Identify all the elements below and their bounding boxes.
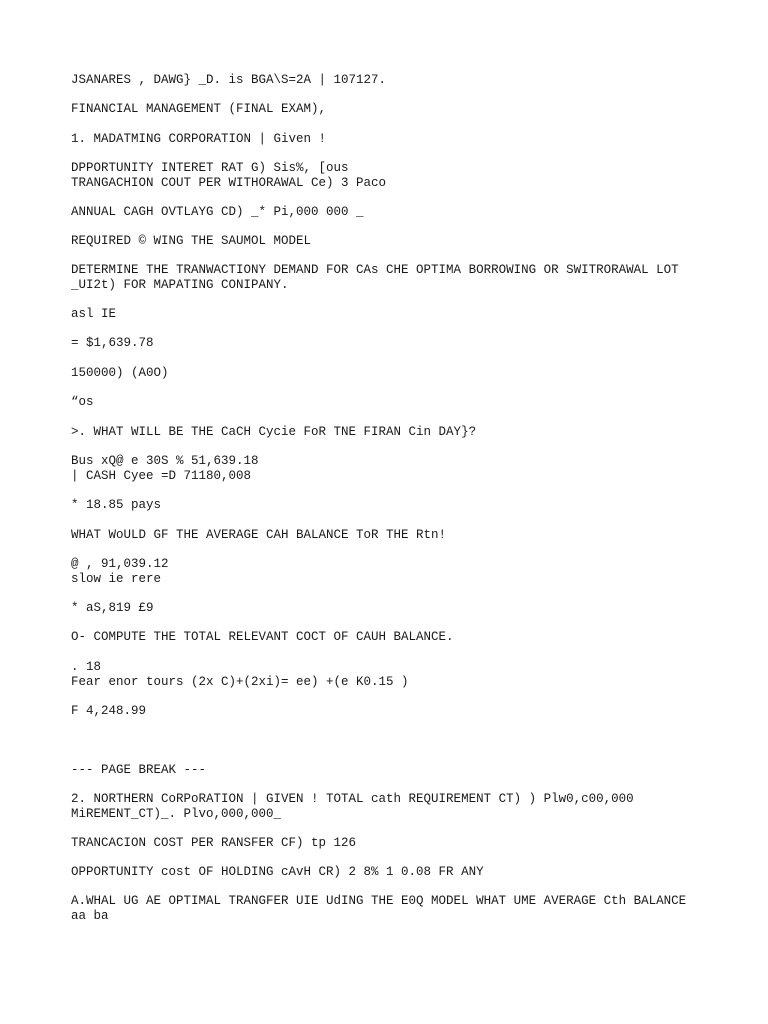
exam-title: FINANCIAL MANAGEMENT (FINAL EXAM), bbox=[71, 102, 327, 116]
determine-line-cont: _UI2t) FOR MAPATING CONIPANY. bbox=[71, 278, 289, 292]
answer-line: = $1,639.78 bbox=[71, 336, 154, 350]
transaction-cost-line: TRANGACHION COUT PER WITHORAWAL Ce) 3 Paco bbox=[71, 176, 387, 190]
work-line: asl IE bbox=[71, 307, 117, 321]
transaction-cost-line: TRANCACION COST PER RANSFER CF) tp 126 bbox=[71, 836, 357, 850]
required-line: REQUIRED © WING THE SAUMOL MODEL bbox=[71, 234, 312, 248]
annual-cash-line: ANNUAL CAGH OVTLAYG CD) _* Pi,000 000 _ bbox=[71, 205, 364, 219]
problem-2-heading: 2. NORTHERN CoRPoRATION | GIVEN ! TOTAL cath REQUIREMENT CT) ) Plw0,c00,000 bbox=[71, 792, 634, 806]
answer-line: * aS,819 £9 bbox=[71, 601, 154, 615]
opportunity-cost-line: OPPORTUNITY cost OF HOLDING cAvH CR) 2 8% 1 0.08 FR ANY bbox=[71, 865, 484, 879]
question-line: WHAT WoULD GF THE AVERAGE CAH BALANCE ToR THE Rtn! bbox=[71, 528, 447, 542]
work-line: slow ie rere bbox=[71, 572, 162, 586]
question-line: A.WHAL UG AE OPTIMAL TRANGFER UIE UdING THE E0Q MODEL WHAT UME AVERAGE Cth BALANCE bbox=[71, 894, 687, 908]
header-line: JSANARES , DAWG} _D. is BGA\S=2A | 107127. bbox=[71, 73, 387, 87]
requirement-line: MiREMENT_CT)_. Plvo,000,000_ bbox=[71, 807, 282, 821]
opportunity-rate-line: DPPORTUNITY INTERET RAT G) Sis%, [ous bbox=[71, 161, 349, 175]
determine-line: DETERMINE THE TRANWACTIONY DEMAND FOR CAs CHE OPTIMA BORROWING OR SWITRORAWAL LOT bbox=[71, 263, 679, 277]
formula-line: Fear enor tours (2x C)+(2xi)= ee) +(e K0.15 ) bbox=[71, 675, 409, 689]
question-line: O- COMPUTE THE TOTAL RELEVANT COCT OF CAUH BALANCE. bbox=[71, 630, 454, 644]
page-break-marker: --- PAGE BREAK --- bbox=[71, 763, 207, 777]
answer-line: F 4,248.99 bbox=[71, 704, 147, 718]
work-line: | CASH Cyee =D 71180,008 bbox=[71, 469, 252, 483]
work-line: Bus xQ@ e 30S % 51,639.18 bbox=[71, 454, 259, 468]
work-line: 150000) (A0O) bbox=[71, 366, 169, 380]
work-line: @ , 91,039.12 bbox=[71, 557, 169, 571]
work-line: “os bbox=[71, 395, 94, 409]
work-line: . 18 bbox=[71, 660, 102, 674]
question-line-cont: aa ba bbox=[71, 909, 109, 923]
answer-line: * 18.85 pays bbox=[71, 498, 162, 512]
problem-1-heading: 1. MADATMING CORPORATION | Given ! bbox=[71, 132, 327, 146]
question-line: >. WHAT WILL BE THE CaCH Cycie FoR TNE FIRAN Cin DAY}? bbox=[71, 425, 477, 439]
